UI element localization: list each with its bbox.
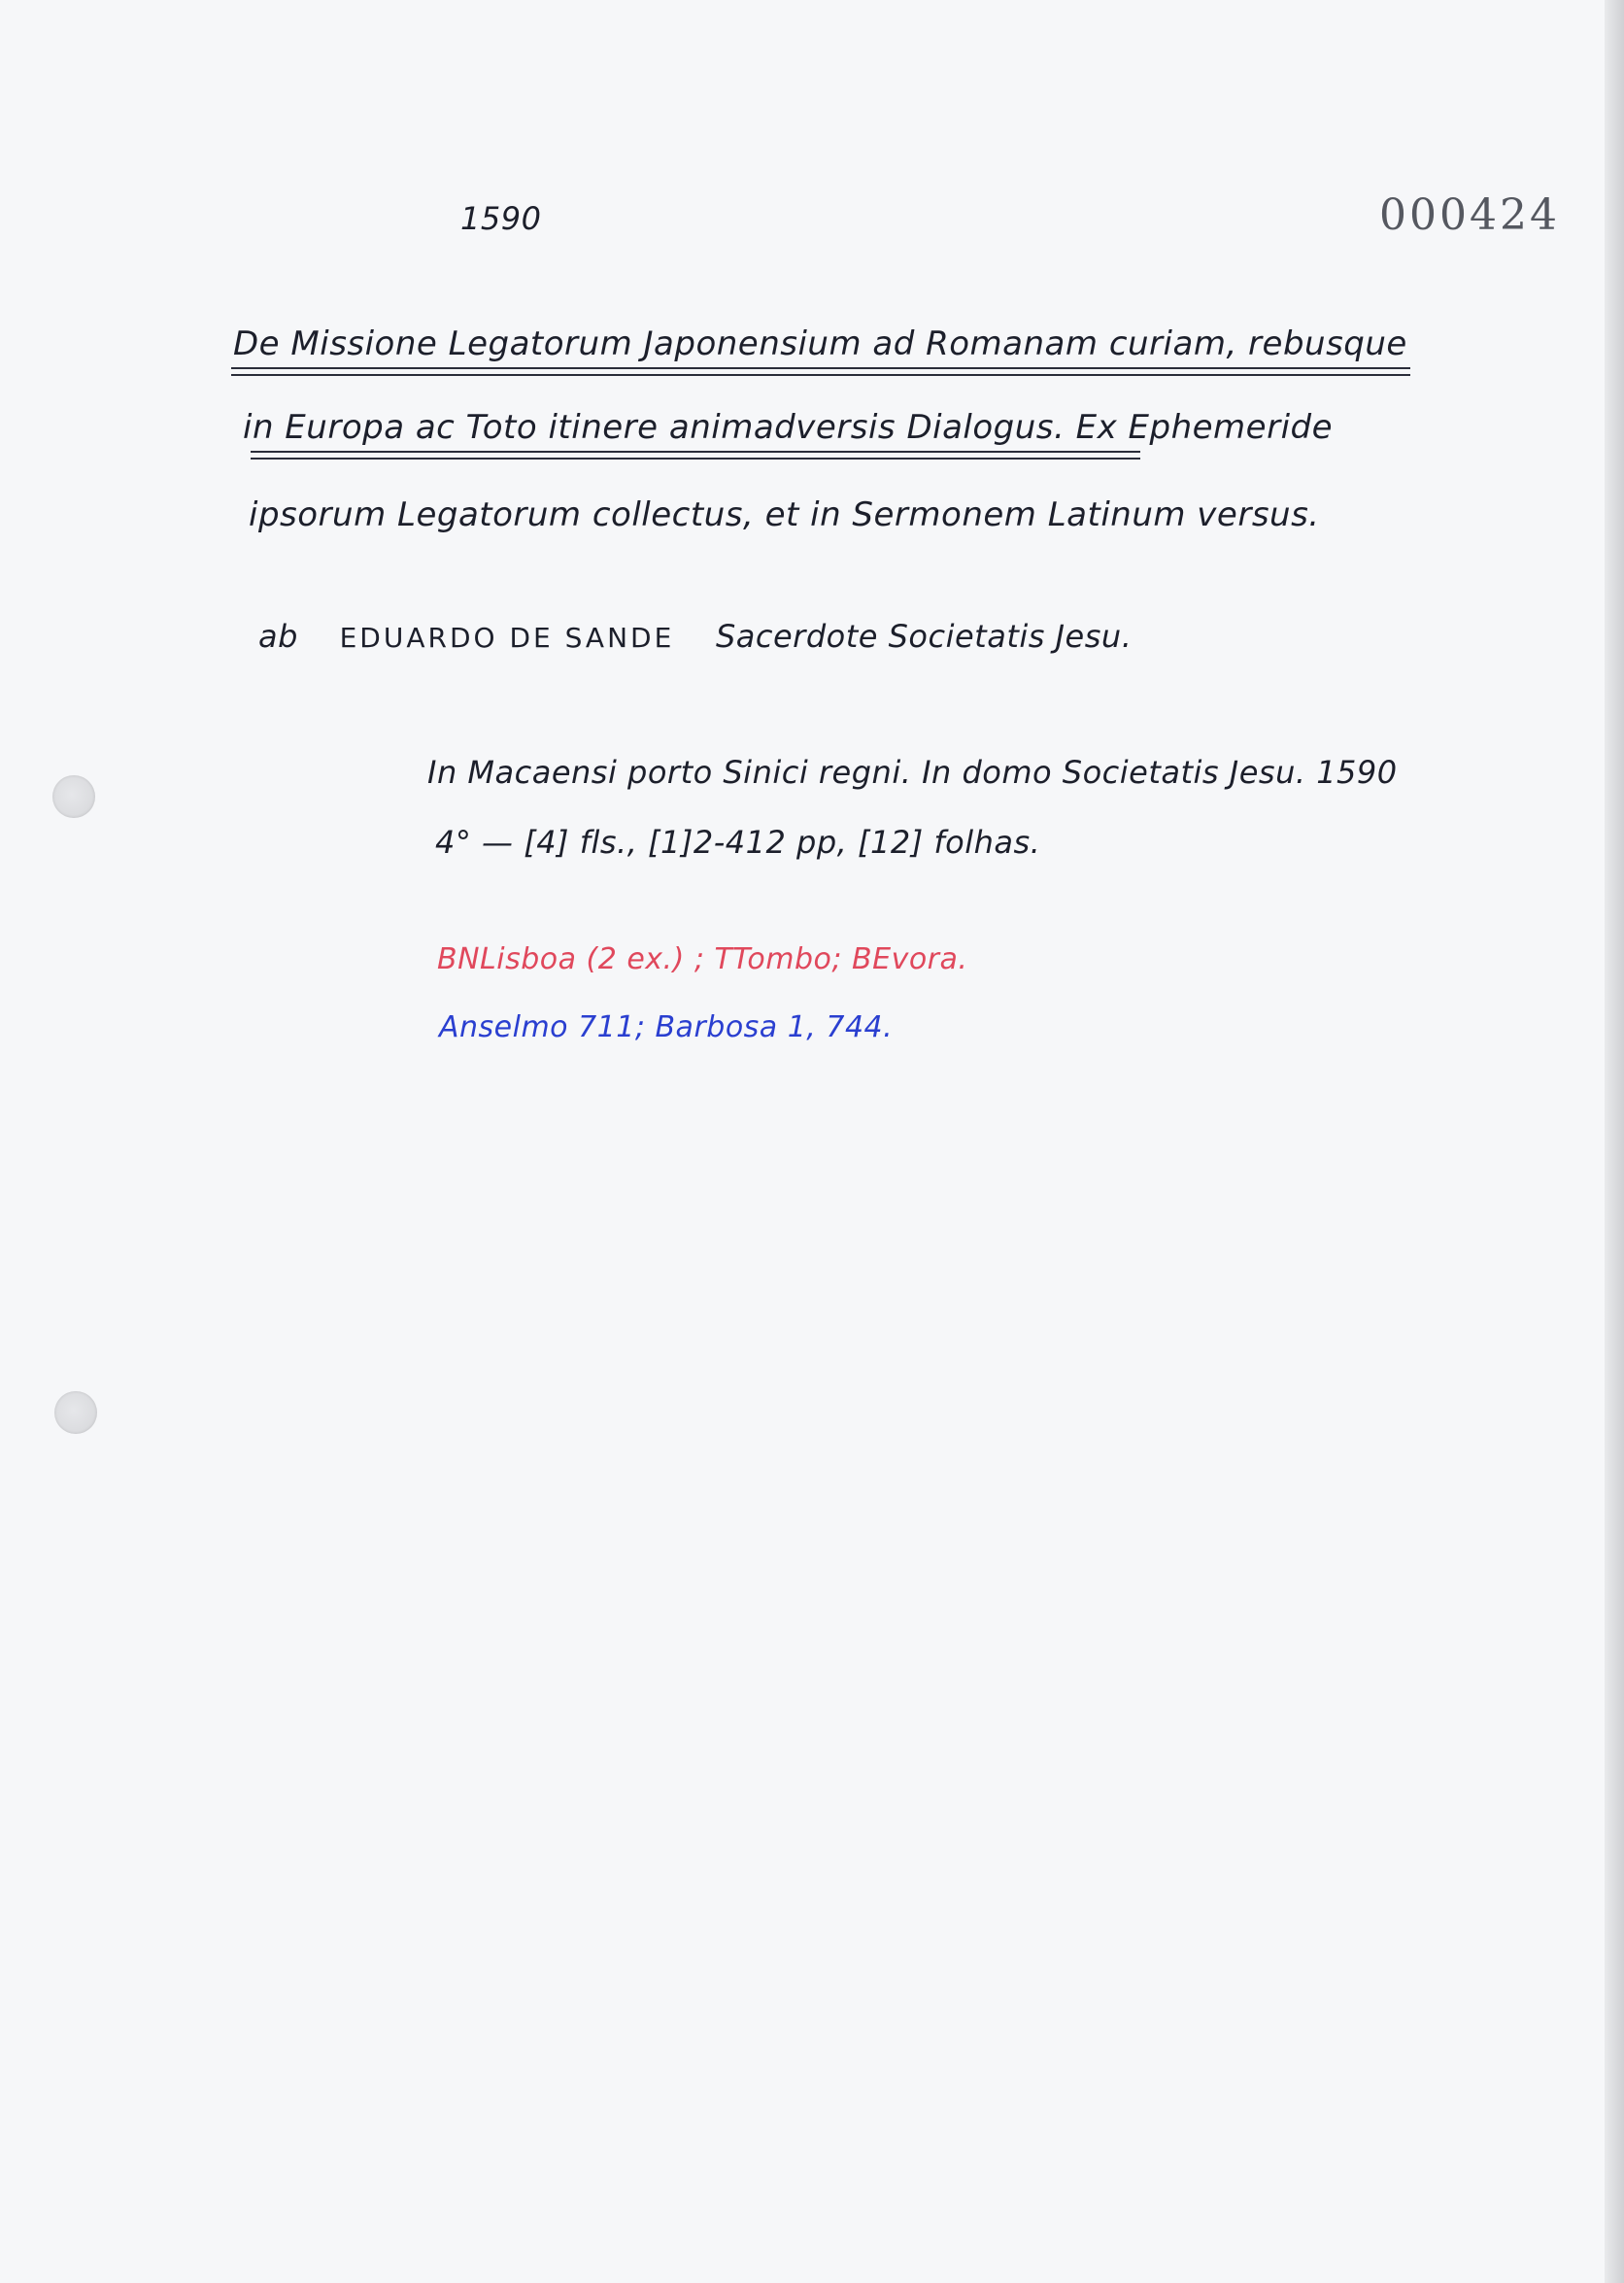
record-number-stamp: 000424	[1379, 190, 1560, 240]
punch-hole-upper	[52, 775, 95, 818]
title-line-2: in Europa ac Toto itinere animadversis Dialogus. Ex Ephemeride	[243, 408, 1334, 447]
collation-line: 4° — [4] fls., [1]2-412 pp, [12] folhas.	[435, 824, 1041, 861]
author-line	[258, 618, 1132, 655]
punch-hole-lower	[54, 1391, 97, 1434]
holdings-line: BNLisboa (2 ex.) ; TTombo; BEvora.	[437, 942, 968, 976]
record-year: 1590	[460, 200, 542, 237]
author-suffix: Sacerdote Societatis Jesu.	[715, 618, 1133, 655]
title-underline-1b	[231, 374, 1410, 376]
title-underline-2a	[251, 451, 1140, 453]
title-underline-1a	[231, 367, 1410, 369]
author-prefix: ab	[258, 618, 298, 655]
imprint-line: In Macaensi porto Sinici regni. In domo Societatis Jesu. 1590	[427, 754, 1398, 791]
references-line: Anselmo 711; Barbosa 1, 744.	[439, 1010, 894, 1044]
title-line-3: ipsorum Legatorum collectus, et in Sermonem Latinum versus.	[249, 495, 1320, 534]
page-edge-shadow	[1605, 0, 1624, 2283]
author-name: EDUARDO DE SANDE	[339, 622, 675, 654]
title-underline-2b	[251, 458, 1140, 460]
title-line-1: De Missione Legatorum Japonensium ad Romanam curiam, rebusque	[233, 324, 1407, 363]
